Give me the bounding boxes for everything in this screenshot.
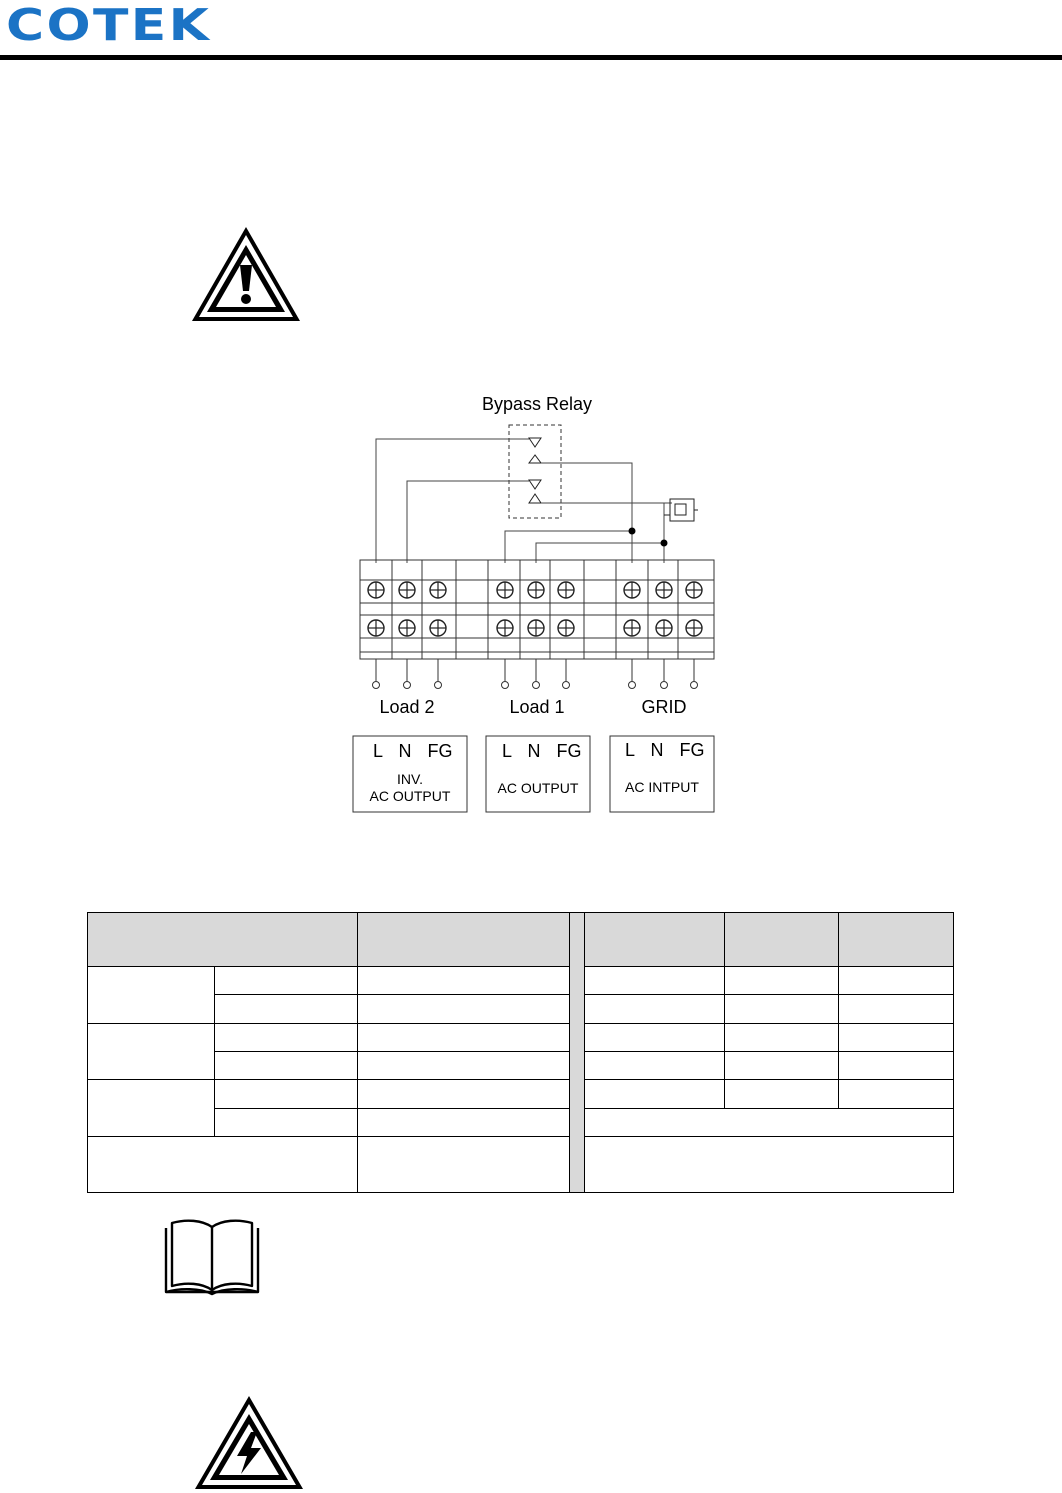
table-cell	[358, 1137, 570, 1193]
grid-pin-fg: FG	[679, 740, 705, 760]
load1-pin-l: L	[501, 741, 513, 761]
table-cell	[839, 1023, 954, 1051]
terminal-leads	[373, 659, 698, 689]
header-rule	[0, 55, 1062, 60]
wires	[376, 439, 672, 563]
table-separator	[570, 913, 585, 1193]
table-cell	[215, 995, 358, 1023]
warning-exclamation-icon	[190, 225, 302, 323]
load1-desc: AC OUTPUT	[497, 780, 579, 796]
table-cell	[358, 1108, 570, 1136]
junction-dot	[661, 540, 668, 547]
table-cell	[725, 966, 839, 994]
table-cell	[215, 966, 358, 994]
table-cell	[585, 1051, 725, 1079]
load2-desc-line2: AC OUTPUT	[369, 788, 451, 804]
header-cell	[839, 913, 954, 967]
table-cell	[358, 1080, 570, 1108]
header-cell	[358, 913, 570, 967]
table-cell	[725, 995, 839, 1023]
breaker-symbol	[664, 499, 698, 521]
table-cell	[585, 995, 725, 1023]
table-row	[88, 995, 954, 1023]
load2-pin-n: N	[398, 741, 412, 761]
table-row	[88, 1080, 954, 1108]
grid-pin-l: L	[624, 740, 636, 760]
load2-desc-line1: INV.	[397, 771, 423, 787]
table-cell	[585, 1108, 954, 1136]
header-cell	[585, 913, 725, 967]
cotek-logo: COTEK	[6, 0, 212, 51]
table-cell	[358, 995, 570, 1023]
table-cell	[215, 1051, 358, 1079]
screw-slots	[368, 582, 702, 636]
table-cell	[358, 1051, 570, 1079]
terminal-block	[360, 560, 714, 659]
table-cell	[585, 1080, 725, 1108]
table-cell	[585, 1023, 725, 1051]
load1-pin-n: N	[527, 741, 541, 761]
table-cell	[358, 1023, 570, 1051]
terminal-name-load2: Load 2	[379, 697, 435, 717]
terminal-name-load1: Load 1	[509, 697, 565, 717]
table-cell	[88, 966, 215, 1023]
header-cell	[88, 913, 358, 967]
table-cell	[215, 1023, 358, 1051]
grid-desc: AC INTPUT	[625, 779, 699, 795]
relay-contacts	[529, 438, 541, 503]
table-cell	[88, 1023, 215, 1080]
table-cell	[839, 966, 954, 994]
table-cell	[215, 1108, 358, 1136]
open-book-icon	[160, 1218, 264, 1298]
grid-pin-n: N	[650, 740, 664, 760]
table-cell	[839, 1080, 954, 1108]
table-cell	[725, 1051, 839, 1079]
table-row	[88, 966, 954, 994]
table-cell	[585, 966, 725, 994]
table-cell	[215, 1080, 358, 1108]
table-cell	[839, 1051, 954, 1079]
table-cell	[585, 1137, 954, 1193]
load2-pin-fg: FG	[427, 741, 453, 761]
electric-shock-warning-icon	[193, 1394, 305, 1491]
load2-pin-l: L	[372, 741, 384, 761]
junction-dot	[629, 528, 636, 535]
wiring-diagram	[345, 385, 725, 820]
table-row	[88, 1051, 954, 1079]
spec-table	[87, 912, 954, 1193]
table-cell	[358, 966, 570, 994]
table-row	[88, 1023, 954, 1051]
table-cell	[88, 1137, 358, 1193]
load1-pin-fg: FG	[556, 741, 582, 761]
table-cell	[88, 1080, 215, 1137]
table-cell	[725, 1023, 839, 1051]
table-header-row	[88, 913, 954, 967]
table-row	[88, 1108, 954, 1136]
table-row	[88, 1137, 954, 1193]
table-cell	[725, 1080, 839, 1108]
table-cell	[839, 995, 954, 1023]
terminal-name-grid: GRID	[641, 697, 687, 717]
header-cell	[725, 913, 839, 967]
bypass-relay-label: Bypass Relay	[481, 394, 593, 414]
